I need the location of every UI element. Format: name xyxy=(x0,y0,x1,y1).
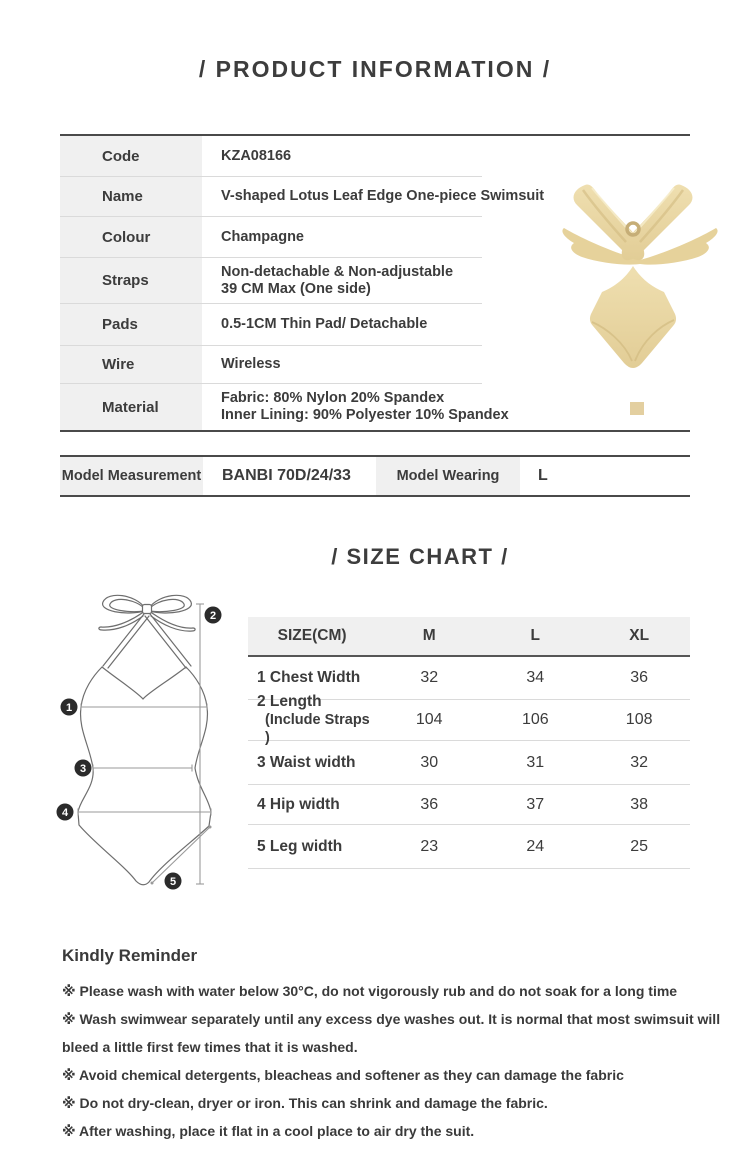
row-label: Wire xyxy=(60,346,202,383)
row-label: Straps xyxy=(60,258,202,303)
table-row xyxy=(60,304,482,346)
row-label: 4 Hip width xyxy=(257,795,340,813)
table-row xyxy=(60,136,482,177)
cell-value: 30 xyxy=(420,753,439,771)
table-row xyxy=(60,177,545,217)
cell-value: 31 xyxy=(526,753,545,771)
cell-value: 106 xyxy=(521,711,549,728)
size-chart-header xyxy=(248,617,690,657)
cell-value: 34 xyxy=(526,669,545,686)
reminder-item: ※ After washing, place it flat in a cool place to air dry the suit. xyxy=(62,1123,475,1139)
cell-value: 32 xyxy=(630,753,649,771)
reminder-item: ※ Avoid chemical detergents, bleacheas and softener as they can damage the fabric xyxy=(62,1067,624,1083)
table-row xyxy=(248,741,690,785)
row-value: Non-detachable & Non-adjustable xyxy=(221,263,454,280)
cell-value: 24 xyxy=(526,837,545,855)
row-label: Colour xyxy=(60,217,202,257)
reminder-item: ※ Wash swimwear separately until any excess dye washes out. It is normal that most swimsuit will bleed a little first few times that it is washed. xyxy=(62,1011,721,1055)
table-row xyxy=(248,785,690,825)
table-row xyxy=(60,217,482,258)
row-value: 0.5-1CM Thin Pad/ Detachable xyxy=(221,316,428,332)
row-label: 2 Length xyxy=(257,693,322,710)
model-measurement-value: BANBI 70D/24/33 xyxy=(222,467,351,484)
row-label: Material xyxy=(60,384,202,430)
column-header: XL xyxy=(629,627,650,644)
table-row: Material Fabric: 80% Nylon 20% Spandex Inner Lining: 90% Polyester 10% Spandex xyxy=(60,384,482,430)
table-row xyxy=(248,825,690,869)
row-label: Pads xyxy=(60,304,202,345)
row-label: Name xyxy=(60,177,202,216)
cell-value: 25 xyxy=(630,837,649,855)
row-value: Champagne xyxy=(221,228,304,245)
column-header: M xyxy=(422,627,436,644)
cell-value: 37 xyxy=(526,795,545,813)
kindly-reminder-title: Kindly Reminder xyxy=(62,946,198,965)
table-row xyxy=(60,346,482,384)
column-header: L xyxy=(530,627,541,644)
cell-value: 23 xyxy=(420,837,439,855)
cell-value: 32 xyxy=(420,669,439,686)
colour-swatch xyxy=(630,402,644,415)
svg-text:5: 5 xyxy=(169,876,177,888)
size-chart-table xyxy=(248,617,690,869)
product-photo-swimsuit xyxy=(548,182,718,382)
row-value: KZA08166 xyxy=(221,147,292,164)
model-measurement-label: Model Measurement xyxy=(60,457,203,495)
row-label: Code xyxy=(60,136,202,176)
cell-value: 36 xyxy=(630,669,649,686)
svg-text:1: 1 xyxy=(65,702,73,714)
cell-value: 108 xyxy=(625,711,653,728)
row-label: 1 Chest Width xyxy=(257,669,361,686)
row-value: Fabric: 80% Nylon 20% Spandex xyxy=(221,390,445,406)
size-chart-title: / SIZE CHART / xyxy=(331,544,509,569)
model-wearing-value: L xyxy=(538,467,548,484)
row-value: V-shaped Lotus Leaf Edge One-piece Swimsuit xyxy=(221,188,545,204)
reminder-item: ※ Do not dry-clean, dryer or iron. This can shrink and damage the fabric. xyxy=(62,1095,548,1111)
swimsuit-measurement-diagram xyxy=(45,582,250,897)
svg-text:4: 4 xyxy=(61,807,69,819)
model-wearing-label: Model Wearing xyxy=(376,457,520,495)
reminder-item: ※ Please wash with water below 30°C, do not vigorously rub and do not soak for a long time xyxy=(62,983,678,999)
row-value: Wireless xyxy=(221,356,281,372)
cell-value: 104 xyxy=(415,711,443,728)
table-row: Straps Non-detachable & Non-adjustable 39 CM Max (One side) xyxy=(60,258,482,304)
svg-text:2: 2 xyxy=(209,610,217,622)
cell-value: 36 xyxy=(420,795,439,813)
cell-value: 38 xyxy=(630,795,649,813)
svg-text:3: 3 xyxy=(79,763,87,775)
product-information-title: / PRODUCT INFORMATION / xyxy=(198,56,552,82)
kindly-reminder-section xyxy=(62,946,722,1145)
row-label: 3 Waist width xyxy=(257,753,356,771)
model-measurement-table xyxy=(60,455,690,497)
column-header: SIZE(CM) xyxy=(277,627,347,644)
row-label: 5 Leg width xyxy=(257,837,343,855)
table-row: 2 Length (Include Straps ) 104 106 108 xyxy=(248,700,690,741)
